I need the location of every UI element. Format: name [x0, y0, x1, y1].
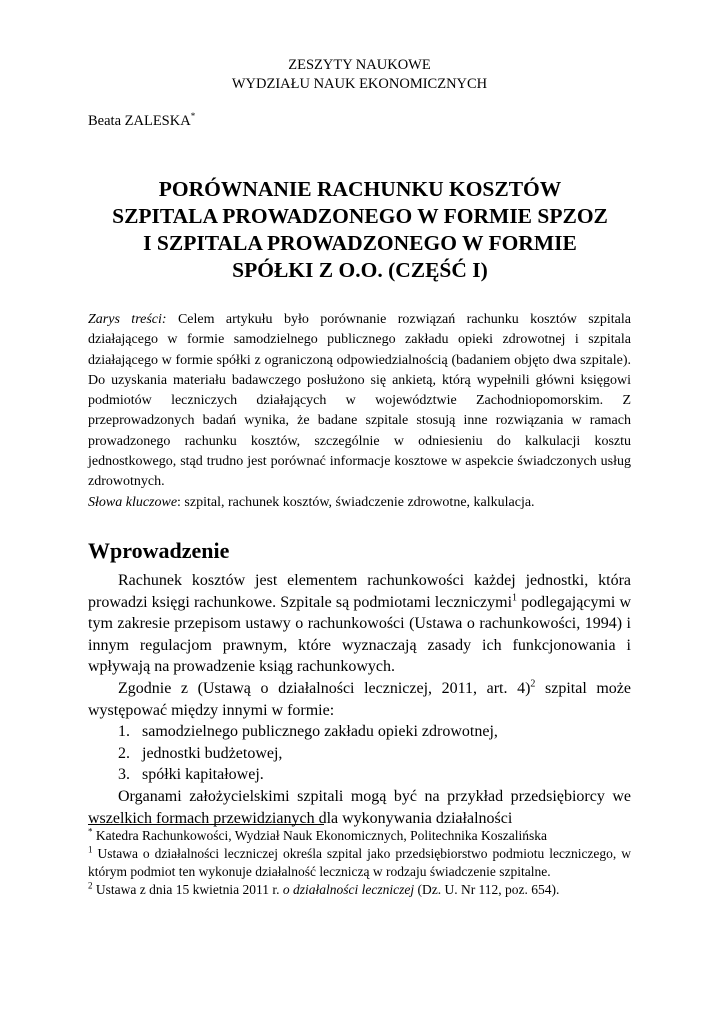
list-item [118, 721, 631, 743]
list-number: 3. [118, 766, 130, 784]
footnote [88, 881, 631, 899]
article-title [80, 176, 640, 284]
footnote-ref: 2 [530, 678, 536, 690]
footnote-mark: 1 [88, 844, 93, 855]
footnote-italic: o działalności leczniczej [282, 882, 415, 897]
footnote-mark: 2 [88, 880, 93, 891]
footnote-separator [88, 824, 324, 825]
footnote-mark: * [88, 826, 93, 837]
paragraph [88, 570, 631, 678]
paragraph-text: podlegającymi w tym zakresie przepisom ustawy o rachunkowości (Ustawa o rachunkowości, 1994) i innym regulacjom prawnym, które wyznaczają zasady ich funkcjonowania i wpływają na prowadzenie ksiąg rachunkowych. [88, 593, 631, 676]
paragraph [88, 678, 631, 721]
paragraph-text: szpital może występować między innymi w formie: [88, 679, 631, 719]
abstract-label: Zarys treści: [88, 312, 167, 327]
list-item [118, 743, 631, 765]
author-footnote-mark: * [190, 111, 196, 121]
footnote [88, 827, 631, 845]
list-text: samodzielnego publicznego zakładu opieki zdrowotnej, [142, 723, 498, 741]
paragraph: Organami założycielskimi szpitali mogą być na przykład przedsiębiorcy we wszelkich formach przewidzianych dla wykonywania działalności [88, 787, 631, 827]
paragraph-text: Rachunek kosztów jest elementem rachunkowości każdej jednostki, która prowadzi księgi rachunkowe. Szpitale są podmiotami leczniczymi [88, 572, 631, 611]
author-name: Beata ZALESKA [88, 112, 191, 129]
keywords-text: : szpital, rachunek kosztów, świadczenie zdrowotne, kalkulacja. [177, 494, 535, 510]
title-line: I SZPITALA PROWADZONEGO W FORMIE [143, 231, 577, 255]
abstract-paragraph [88, 310, 631, 493]
list-text: spółki kapitałowej. [142, 766, 264, 784]
list-item [118, 764, 631, 786]
body-text [88, 570, 631, 829]
footnote-text: Ustawa z dnia 15 kwietnia 2011 r. [92, 882, 283, 897]
author [88, 111, 195, 130]
list-text: jednostki budżetowej, [142, 744, 283, 762]
paragraph-text: Zgodnie z (Ustawą o działalności leczniczej, 2011, art. 4) [118, 679, 531, 697]
journal-header [0, 56, 719, 94]
title-line: SPÓŁKI Z O.O. (CZĘŚĆ I) [232, 258, 488, 282]
title-line: SZPITALA PROWADZONEGO W FORMIE SPZOZ [112, 204, 608, 228]
section-heading: Wprowadzenie [88, 538, 230, 563]
keywords [88, 493, 631, 513]
abstract [88, 310, 631, 513]
journal-name-line2: WYDZIAŁU NAUK EKONOMICZNYCH [231, 76, 488, 92]
footnote-text: Ustawa o działalności leczniczej określa szpital jako przedsiębiorstwo podmiotu leczniczego, w którym podmiot ten wykonuje działalność leczniczą w rodzaju świadczenie szpitalne. [88, 846, 631, 879]
list-number: 2. [118, 744, 130, 762]
keywords-label: Słowa kluczowe [88, 494, 178, 510]
journal-name-line1: ZESZYTY NAUKOWE [288, 57, 431, 73]
footnote-text: Katedra Rachunkowości, Wydział Nauk Ekonomicznych, Politechnika Koszalińska [92, 828, 547, 843]
footnote [88, 845, 631, 881]
abstract-text: Celem artykułu było porównanie rozwiązań rachunku kosztów szpitala działającego w formie samodzielnego publicznego zakładu opieki zdrowotnej i szpitala działającego w formie spółki z ograniczoną odpowiedzialnością (badaniem objęto dwa szpitale). Do uzyskania materiału badawczego posłużono się ankietą, którą wypełnili główni księgowi podmiotów leczniczych działających w województwie Zachodniopomorskim. Z przeprowadzonych badań wynika, że badane szpitale stosują inne rozwiązania w ramach prowadzonego rachunku kosztów, szczególnie w odniesieniu do kalkulacji kosztu jednostkowego, stąd trudno jest porównać informacje kosztowe w aspekcie świadczonych usług zdrowotnych. [88, 312, 631, 490]
numbered-list [88, 721, 631, 786]
footnotes [88, 827, 631, 899]
footnote-text: (Dz. U. Nr 112, poz. 654). [414, 882, 560, 897]
title-line: PORÓWNANIE RACHUNKU KOSZTÓW [158, 177, 562, 201]
list-number: 1. [118, 723, 130, 741]
footnote-ref: 1 [512, 592, 518, 604]
